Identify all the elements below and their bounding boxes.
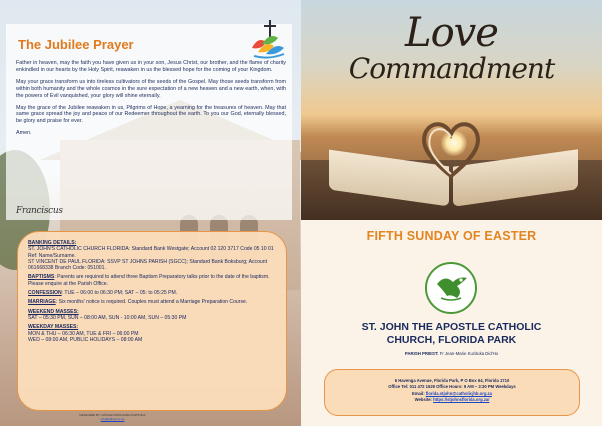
confession-text: : TUE – 06:00 to 06:30 PM; SAT – 05: to 05:25 PM. bbox=[61, 290, 178, 297]
priest-label: PARISH PRIEST: bbox=[404, 351, 439, 356]
website-link[interactable]: https://stjohnsflorida.org.za/ bbox=[433, 397, 490, 403]
parish-emblem bbox=[425, 262, 477, 314]
weekday-masses-times: MON & THU – 06:30 AM, TUE & FRI – 06:00 PM bbox=[28, 330, 139, 337]
prayer-paragraph: May the grace of the Jubilee reawaken in us, Pilgrims of Hope, a yearning for the treasures of heaven. May that same grace spread the joy and peace of our Redeemer throughout the earth. To you our God, eternally blessed, be glory and praise for ever. bbox=[16, 104, 286, 125]
prayer-text bbox=[16, 60, 286, 142]
prayer-amen: Amen. bbox=[16, 130, 32, 137]
bank-account-church: ST. JOHN'S CATHOLIC CHURCH FLORIDA: Standard Bank Westgate; Account 02 120 3717 Code 05 10 01 Ref: Name/Surname. bbox=[28, 246, 274, 259]
pope-signature: Franciscus bbox=[16, 206, 63, 216]
cover-title-commandment: Commandment bbox=[348, 52, 555, 85]
confession-heading: CONFESSION bbox=[28, 290, 62, 297]
hero-image bbox=[301, 0, 602, 220]
right-page bbox=[301, 0, 602, 426]
weekend-masses-times: SAT – 05:30 PM, SUN – 08:00 AM, SUN - 10:00 AM, SUN – 05:30 PM bbox=[28, 314, 187, 321]
cover-title-love: Love bbox=[405, 10, 498, 56]
banking-section bbox=[28, 240, 278, 271]
email-label: Email: bbox=[412, 390, 426, 396]
designer-name: DESIGNED BY: NATHAN MUNYAIRA KUZITUKA bbox=[79, 413, 146, 417]
postal-address: 6 Havenga Avenue, Florida Park, P O Box 64, Florida 1710 bbox=[394, 378, 510, 383]
heart-icon bbox=[419, 118, 483, 180]
liturgical-day: FIFTH SUNDAY OF EASTER bbox=[366, 229, 537, 243]
designer-email-link[interactable]: info@stiknp.co.za bbox=[100, 416, 125, 421]
email-link[interactable]: florida.stjohn@catholicjhb.org.za bbox=[425, 390, 492, 396]
prayer-title: The Jubilee Prayer bbox=[18, 37, 134, 52]
parish-name bbox=[301, 321, 602, 347]
weekday-masses-heading: WEEKDAY MASSES: bbox=[28, 324, 79, 331]
designer-credit bbox=[0, 414, 225, 421]
prayer-paragraph: Father in heaven, may the faith you have given us in your son, Jesus Christ, our brother, and the flame of charity enkindled in our hearts by the Holy Spirit, reawaken in us the blessed hope for the coming of your Kingdom. bbox=[16, 60, 286, 73]
website-line bbox=[324, 397, 580, 403]
priest-name: Fr Jean-Marie Kuzituka Did'Ho bbox=[438, 351, 499, 356]
weekday-masses-section bbox=[28, 324, 278, 343]
weekday-masses-times: WED – 08:00 AM, PUBLIC HOLIDAYS – 08:00 AM bbox=[28, 336, 143, 343]
banking-heading: BANKING DETAILS: bbox=[28, 240, 77, 246]
weekend-masses-heading: WEEKEND MASSES: bbox=[28, 308, 79, 315]
baptisms-heading: BAPTISMS bbox=[28, 274, 55, 281]
marriage-text: : Six months' notice is required. Couples must attend a Marriage Preparation Course. bbox=[55, 299, 248, 306]
eagle-emblem-icon bbox=[427, 264, 475, 312]
baptisms-section bbox=[28, 274, 278, 287]
baptisms-text: : Parents are required to attend three Baptism Preparatory talks prior to the date of the baptism. Please enquire at the Parish Office. bbox=[28, 274, 270, 287]
office-hours: Office Tel: 011 472 1629 Office Hours: 9 AM – 3:30 PM Weekdays bbox=[388, 384, 516, 390]
confession-section bbox=[28, 290, 278, 296]
jubilee-logo-icon bbox=[248, 18, 288, 60]
marriage-section bbox=[28, 299, 278, 305]
website-label: Website: bbox=[414, 397, 434, 403]
bank-account-svdp: ST VINCENT DE PAUL FLORIDA: SSVP ST JOHNS PARISH (SGCC); Standard Bank Boksburg; Account 061668338 Branch Code: 051001. bbox=[28, 258, 268, 272]
parish-name-line: CHURCH, FLORIDA PARK bbox=[386, 334, 517, 346]
prayer-paragraph: May your grace transform us into tireless cultivators of the seeds of the Gospel. May those seeds transform from within both humanity and the whole cosmos in the sure expectation of a new heaven and a new earth, when, with the powers of Evil vanquished, your glory will shine eternally. bbox=[16, 78, 286, 99]
parish-info bbox=[28, 240, 278, 346]
parish-name-line: ST. JOHN THE APOSTLE CATHOLIC bbox=[361, 321, 542, 333]
parish-priest bbox=[301, 351, 602, 356]
contact-details bbox=[324, 378, 580, 404]
marriage-heading: MARRIAGE bbox=[28, 299, 56, 306]
weekend-masses-section bbox=[28, 309, 278, 322]
